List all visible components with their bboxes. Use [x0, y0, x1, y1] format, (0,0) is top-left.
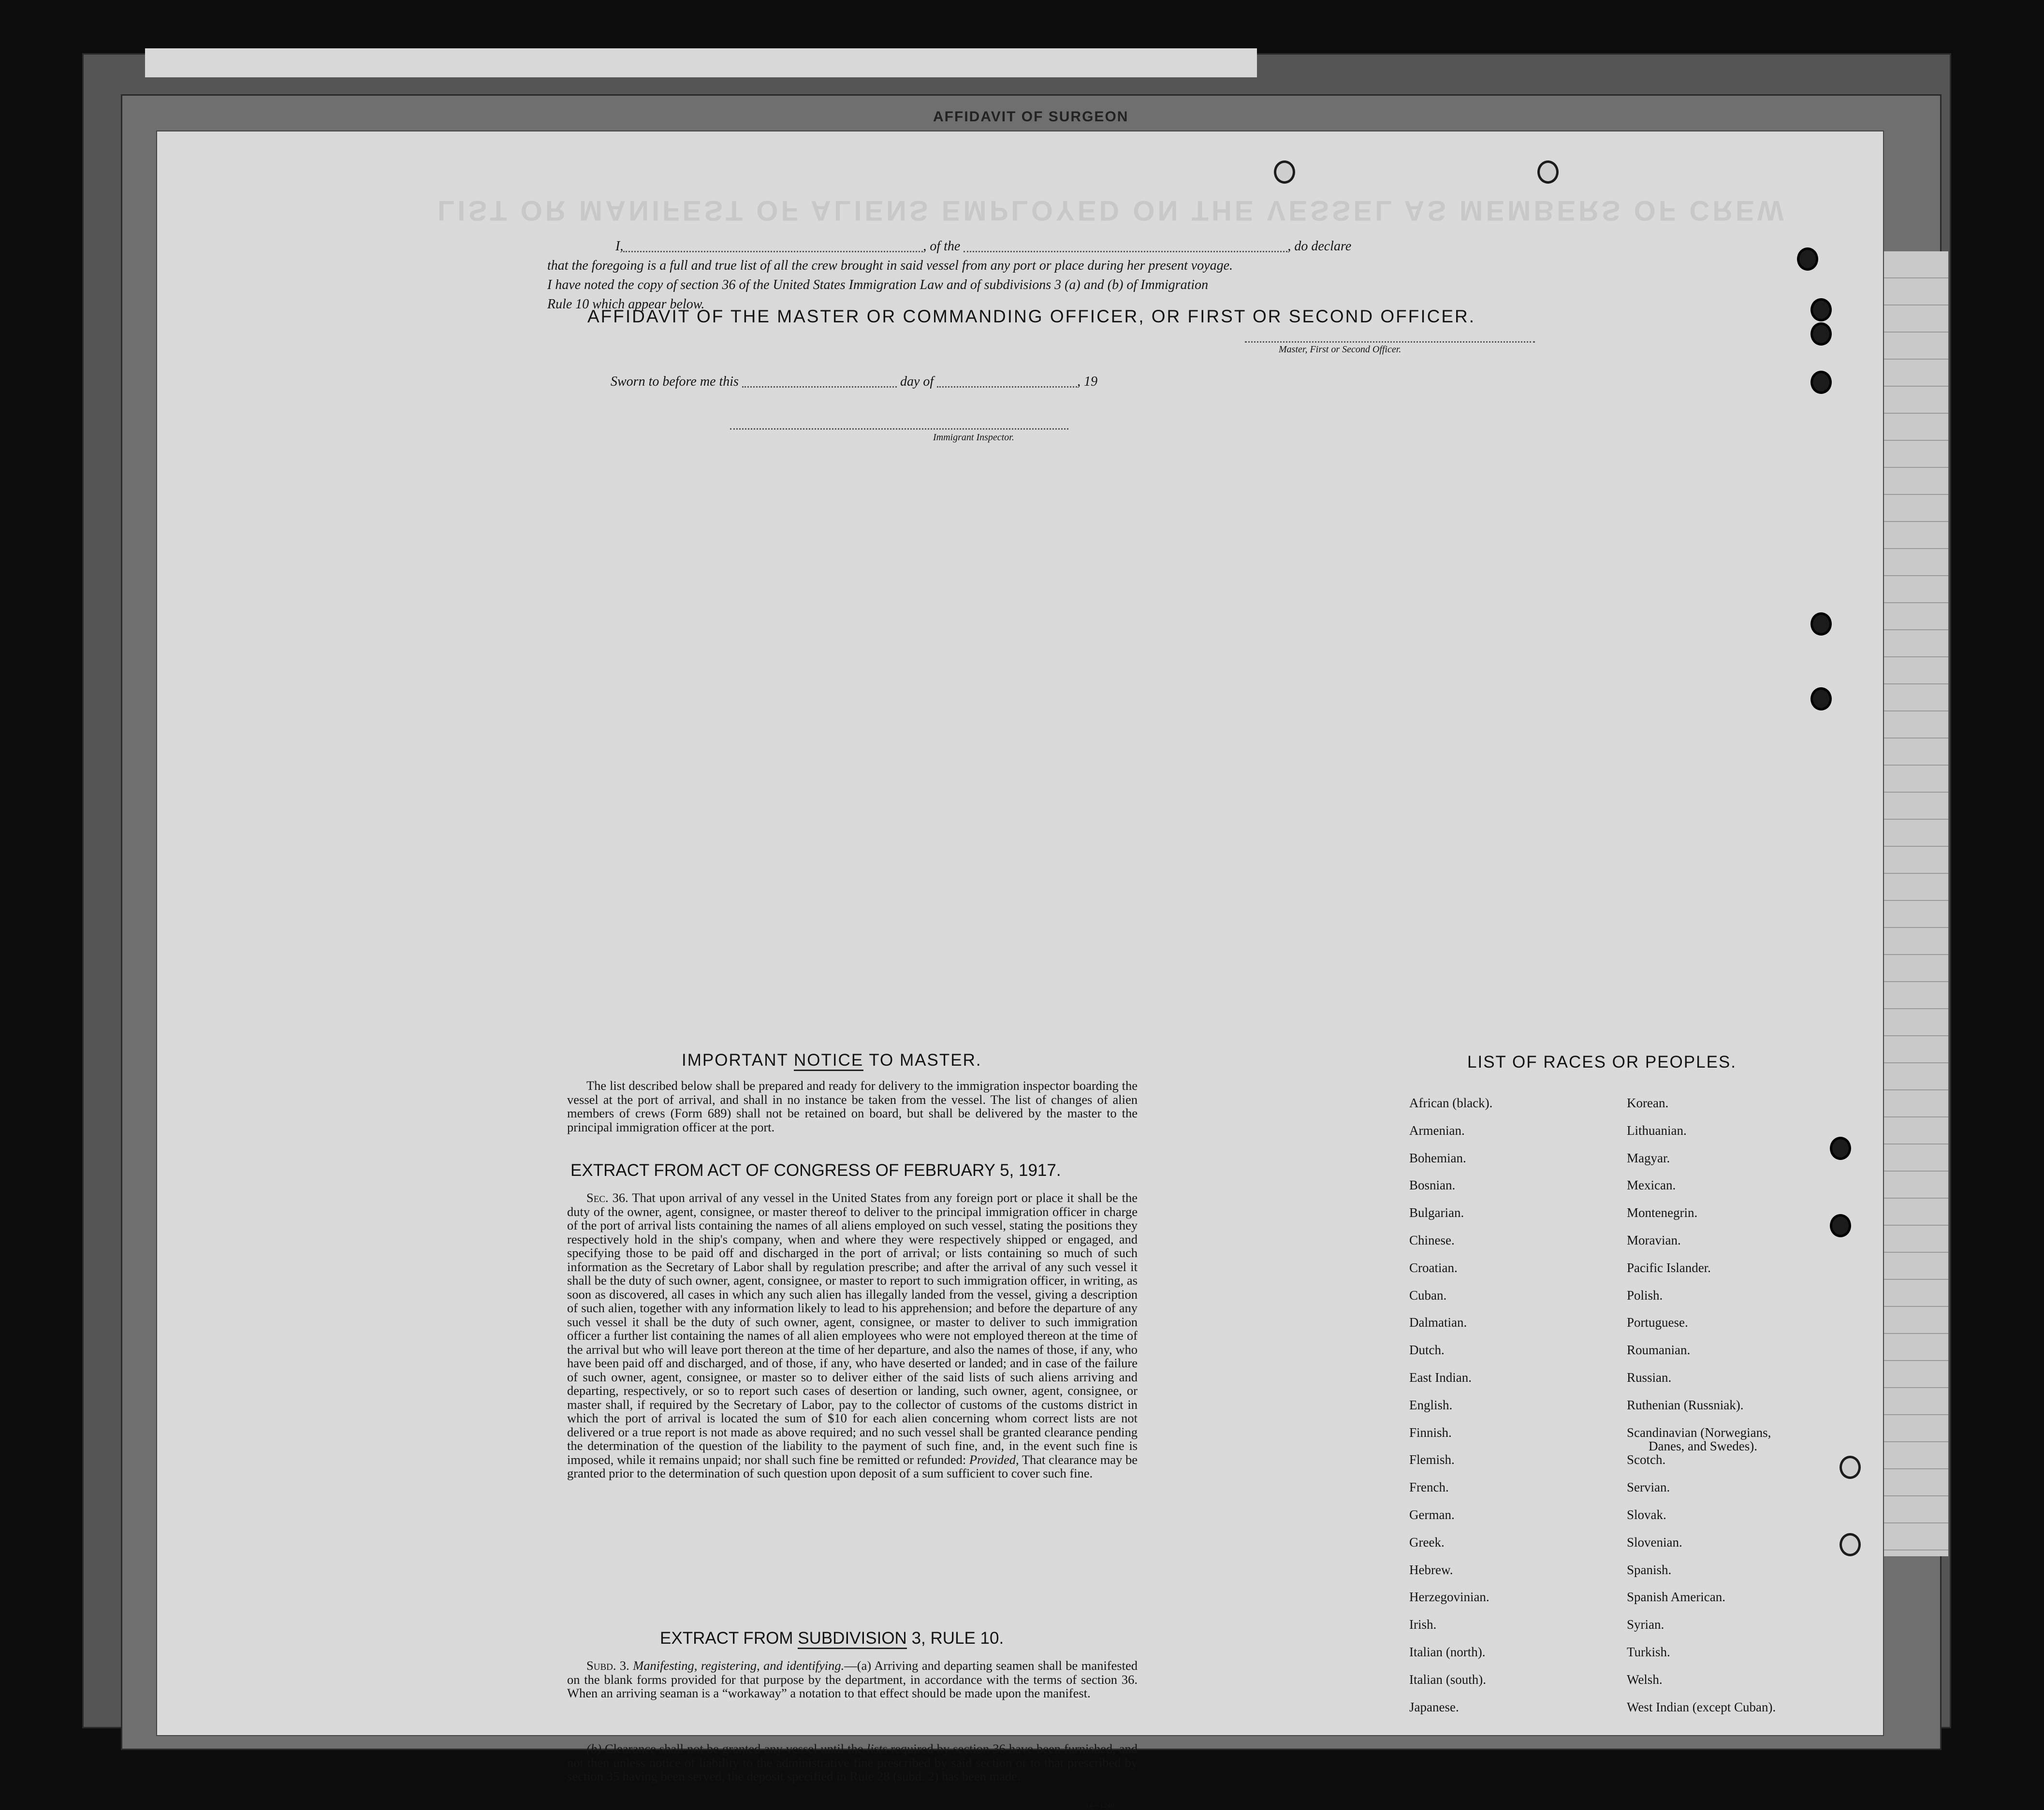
race-item: German.: [1409, 1507, 1455, 1522]
race-item: Moravian.: [1627, 1233, 1681, 1247]
race-item: African (black).: [1409, 1096, 1493, 1110]
affidavit-line-1-end: , do declare: [1287, 239, 1352, 254]
affidavit-line-1: [615, 239, 1351, 254]
affidavit-line-3: I have noted the copy of section 36 of the United States Immigration Law and of subdivisions 3 (a) and (b) of Immigration: [547, 277, 1209, 292]
ruled-sheet-edge: [1876, 251, 1948, 1556]
section-36-label: Sec. 36.: [586, 1190, 628, 1205]
form-number: 14—1240: [1085, 1802, 1114, 1810]
inspector-title: Immigrant Inspector.: [933, 432, 1014, 443]
lists-word: lists: [866, 1741, 888, 1756]
punch-hole: [1797, 247, 1818, 271]
race-item: Scandinavian (Norwegians,: [1627, 1425, 1771, 1440]
subdivision-a-text: [567, 1659, 1138, 1700]
bleed-through-heading: LIST OR MANIFEST OF ALIENS EMPLOYED ON THE VESSEL AS MEMBERS OF CREW: [438, 195, 1787, 226]
race-item: Spanish.: [1627, 1562, 1672, 1577]
race-item: Portuguese.: [1627, 1315, 1688, 1330]
subdivision-label: Subd. 3.: [586, 1658, 629, 1673]
sworn-line: [611, 374, 1097, 390]
race-item: Servian.: [1627, 1480, 1670, 1495]
subdivision-b-label: (b): [586, 1741, 601, 1756]
race-item: Finnish.: [1409, 1425, 1452, 1440]
race-item: Bulgarian.: [1409, 1205, 1464, 1220]
race-item: Armenian.: [1409, 1123, 1465, 1138]
section-36-body-end: That clearance may be granted prior to the determination of such question upon deposit of a sum sufficient to cover such fine.: [567, 1452, 1138, 1480]
race-item: Mexican.: [1627, 1178, 1676, 1193]
race-item: Irish.: [1409, 1617, 1437, 1632]
subdivision-heading-start: EXTRACT FROM: [660, 1629, 793, 1648]
notice-body: The list described below shall be prepared and ready for delivery to the immigration inspector boarding the vessel at the port of arrival, and shall in no instance be taken from the vessel. The list of changes of alien members of crews (Form 689) shall not be retained on board, but shall be delivered by the master to the principal immigration officer at the port.: [567, 1078, 1138, 1134]
act-extract-heading: EXTRACT FROM ACT OF CONGRESS OF FEBRUARY 5, 1917.: [570, 1161, 1061, 1180]
race-item: Magyar.: [1627, 1150, 1670, 1165]
section-36-text: [567, 1191, 1138, 1480]
month-blank: [937, 377, 1077, 388]
race-item: Slovak.: [1627, 1507, 1666, 1522]
day-blank: [742, 377, 897, 388]
sworn-line-middle: day of: [900, 374, 934, 389]
subdivision-b-body-start: Clearance shall not be granted any vessel until the: [604, 1741, 863, 1756]
signature-blank: [1245, 333, 1535, 343]
race-item: Turkish.: [1627, 1645, 1670, 1659]
race-item: Roumanian.: [1627, 1343, 1691, 1358]
punch-hole: [1810, 612, 1832, 636]
punch-hole: [1810, 298, 1832, 321]
race-item: East Indian.: [1409, 1370, 1472, 1385]
race-item: Cuban.: [1409, 1288, 1447, 1303]
race-item: Welsh.: [1627, 1672, 1663, 1687]
section-36-body: That upon arrival of any vessel in the United States from any foreign port or place it shall be the duty of the owner, agent, consignee, or master thereof to deliver to the principal immigration officer in charge of the port of arrival lists containing the names of all aliens employed on such vessel, stating the positions they respectively hold in the ship's company, when and where they were respectively shipped or engaged, and specifying those to be paid off and discharged in the port of arrival; or lists containing so much of such information as the Secretary of Labor shall by regulation prescribe; and after the arrival of any such vessel it shall be the duty of such owner, agent, consignee, or master to report to such immigration officer, in writing, as soon as discovered, all cases in which any such alien has illegally landed from the vessel, giving a description of such alien, together with any information likely to lead to his apprehension; and before the departure of any such vessel it shall be the duty of such owner, agent, consignee, or master to deliver to such immigration officer a further list containing the names of all alien employees who were not employed thereon at the time of the arrival but who will leave port thereon at the time of her departure, and also the names of those, if any, who have been paid off and discharged, and of those, if any, who have deserted or landed; and in case of the failure of such owner, agent, consignee, or master so to deliver either of the said lists of such aliens arriving and departing, respectively, or so to report such cases of desertion or landing, such owner, agent, consignee, or master shall, if required by the Secretary of Labor, pay to the collector of customs of the customs district in which the port of arrival is located the sum of $10 for each alien concerning whom correct lists are not delivered or a true report is not made as above required; and no such vessel shall be granted clearance pending the determination of the question of the liability to the payment of such fine, and, in the event such fine is imposed, while it remains unpaid; nor shall such fine be remitted or refunded:: [567, 1190, 1138, 1467]
subdivision-b-body-end: required by section 36 have been furnished, and not then unless notice of liability to the administrative fine prescribed by said section or to that prescribed by section 35 having been served, the deposit specified in Rule 28 (subd. 2) has been made.: [567, 1741, 1138, 1783]
subdivision-extract-heading: [660, 1629, 1004, 1648]
race-item: English.: [1409, 1397, 1453, 1412]
sworn-line-end: , 19: [1077, 374, 1098, 389]
race-item: Ruthenian (Russniak).: [1627, 1397, 1744, 1412]
subdivision-b-text: [567, 1742, 1138, 1783]
signature-title: Master, First or Second Officer.: [1279, 344, 1402, 355]
punch-hole: [1274, 160, 1295, 184]
notice-title: [682, 1051, 982, 1070]
race-item: Slovenian.: [1627, 1535, 1682, 1549]
punch-hole: [1830, 1137, 1851, 1160]
affidavit-line-1-start: I,: [615, 239, 624, 254]
race-item: West Indian (except Cuban).: [1627, 1699, 1776, 1714]
punch-hole: [1830, 1214, 1851, 1237]
race-item: Spanish American.: [1627, 1590, 1725, 1605]
race-item: Russian.: [1627, 1370, 1672, 1385]
race-item: Korean.: [1627, 1096, 1669, 1110]
race-item: Italian (north).: [1409, 1645, 1486, 1659]
affidavit-line-2: that the foregoing is a full and true list of all the crew brought in said vessel from any port or place during her present voyage.: [547, 258, 1233, 273]
subdivision-title: Manifesting, registering, and identifying.: [633, 1658, 845, 1673]
vessel-blank: [964, 242, 1287, 252]
race-item: Danes, and Swedes).: [1649, 1438, 1757, 1453]
notice-title-end: TO MASTER.: [869, 1051, 982, 1070]
race-item: Montenegrin.: [1627, 1205, 1698, 1220]
race-item: French.: [1409, 1480, 1449, 1495]
subdivision-a-body: —(a) Arriving and departing seamen shall be manifested on the blank forms provided for that purpose by the department, in accordance with the terms of section 36. When an arriving seaman is a “workaway” a notation to that effect should be made upon the manifest.: [567, 1658, 1138, 1700]
punch-hole: [1537, 160, 1559, 184]
punch-hole: [1810, 322, 1832, 346]
subdivision-heading-end: 3, RULE 10.: [911, 1629, 1004, 1648]
punch-hole: [1810, 371, 1832, 394]
punch-hole: [1840, 1456, 1861, 1479]
race-item: Croatian.: [1409, 1260, 1458, 1275]
races-title: LIST OF RACES OR PEOPLES.: [1467, 1053, 1737, 1072]
race-item: Polish.: [1627, 1288, 1663, 1303]
manifest-page: [157, 131, 1883, 1810]
race-item: Dalmatian.: [1409, 1315, 1467, 1330]
race-item: Lithuanian.: [1627, 1123, 1687, 1138]
affidavit-title: AFFIDAVIT OF THE MASTER OR COMMANDING OFFICER, OR FIRST OR SECOND OFFICER.: [587, 306, 1476, 326]
race-item: Greek.: [1409, 1535, 1445, 1549]
provided-word: Provided,: [969, 1452, 1019, 1467]
race-item: Hebrew.: [1409, 1562, 1453, 1577]
race-item: Chinese.: [1409, 1233, 1455, 1247]
background-sheet-label: AFFIDAVIT OF SURGEON: [933, 109, 1129, 125]
race-item: Bosnian.: [1409, 1178, 1456, 1193]
race-item: Syrian.: [1627, 1617, 1664, 1632]
punch-hole: [1840, 1533, 1861, 1556]
affidavit-line-4: Rule 10 which appear below.: [547, 297, 705, 312]
notice-title-start: IMPORTANT: [682, 1051, 788, 1070]
background-sheet-edge: [145, 48, 1257, 77]
name-blank: [623, 242, 923, 252]
inspector-signature-blank: [730, 420, 1068, 430]
race-item: Bohemian.: [1409, 1150, 1466, 1165]
affidavit-line-1-middle: , of the: [923, 239, 961, 254]
race-item: Italian (south).: [1409, 1672, 1486, 1687]
subdivision-heading-word: SUBDIVISION: [798, 1629, 907, 1649]
race-item: Herzegovinian.: [1409, 1590, 1489, 1605]
notice-title-notice: NOTICE: [794, 1051, 863, 1071]
sworn-line-start: Sworn to before me this: [611, 374, 739, 389]
punch-hole: [1810, 687, 1832, 710]
race-item: Pacific Islander.: [1627, 1260, 1711, 1275]
race-item: Scotch.: [1627, 1452, 1666, 1467]
race-item: Flemish.: [1409, 1452, 1455, 1467]
race-item: Japanese.: [1409, 1699, 1459, 1714]
race-item: Dutch.: [1409, 1343, 1445, 1358]
